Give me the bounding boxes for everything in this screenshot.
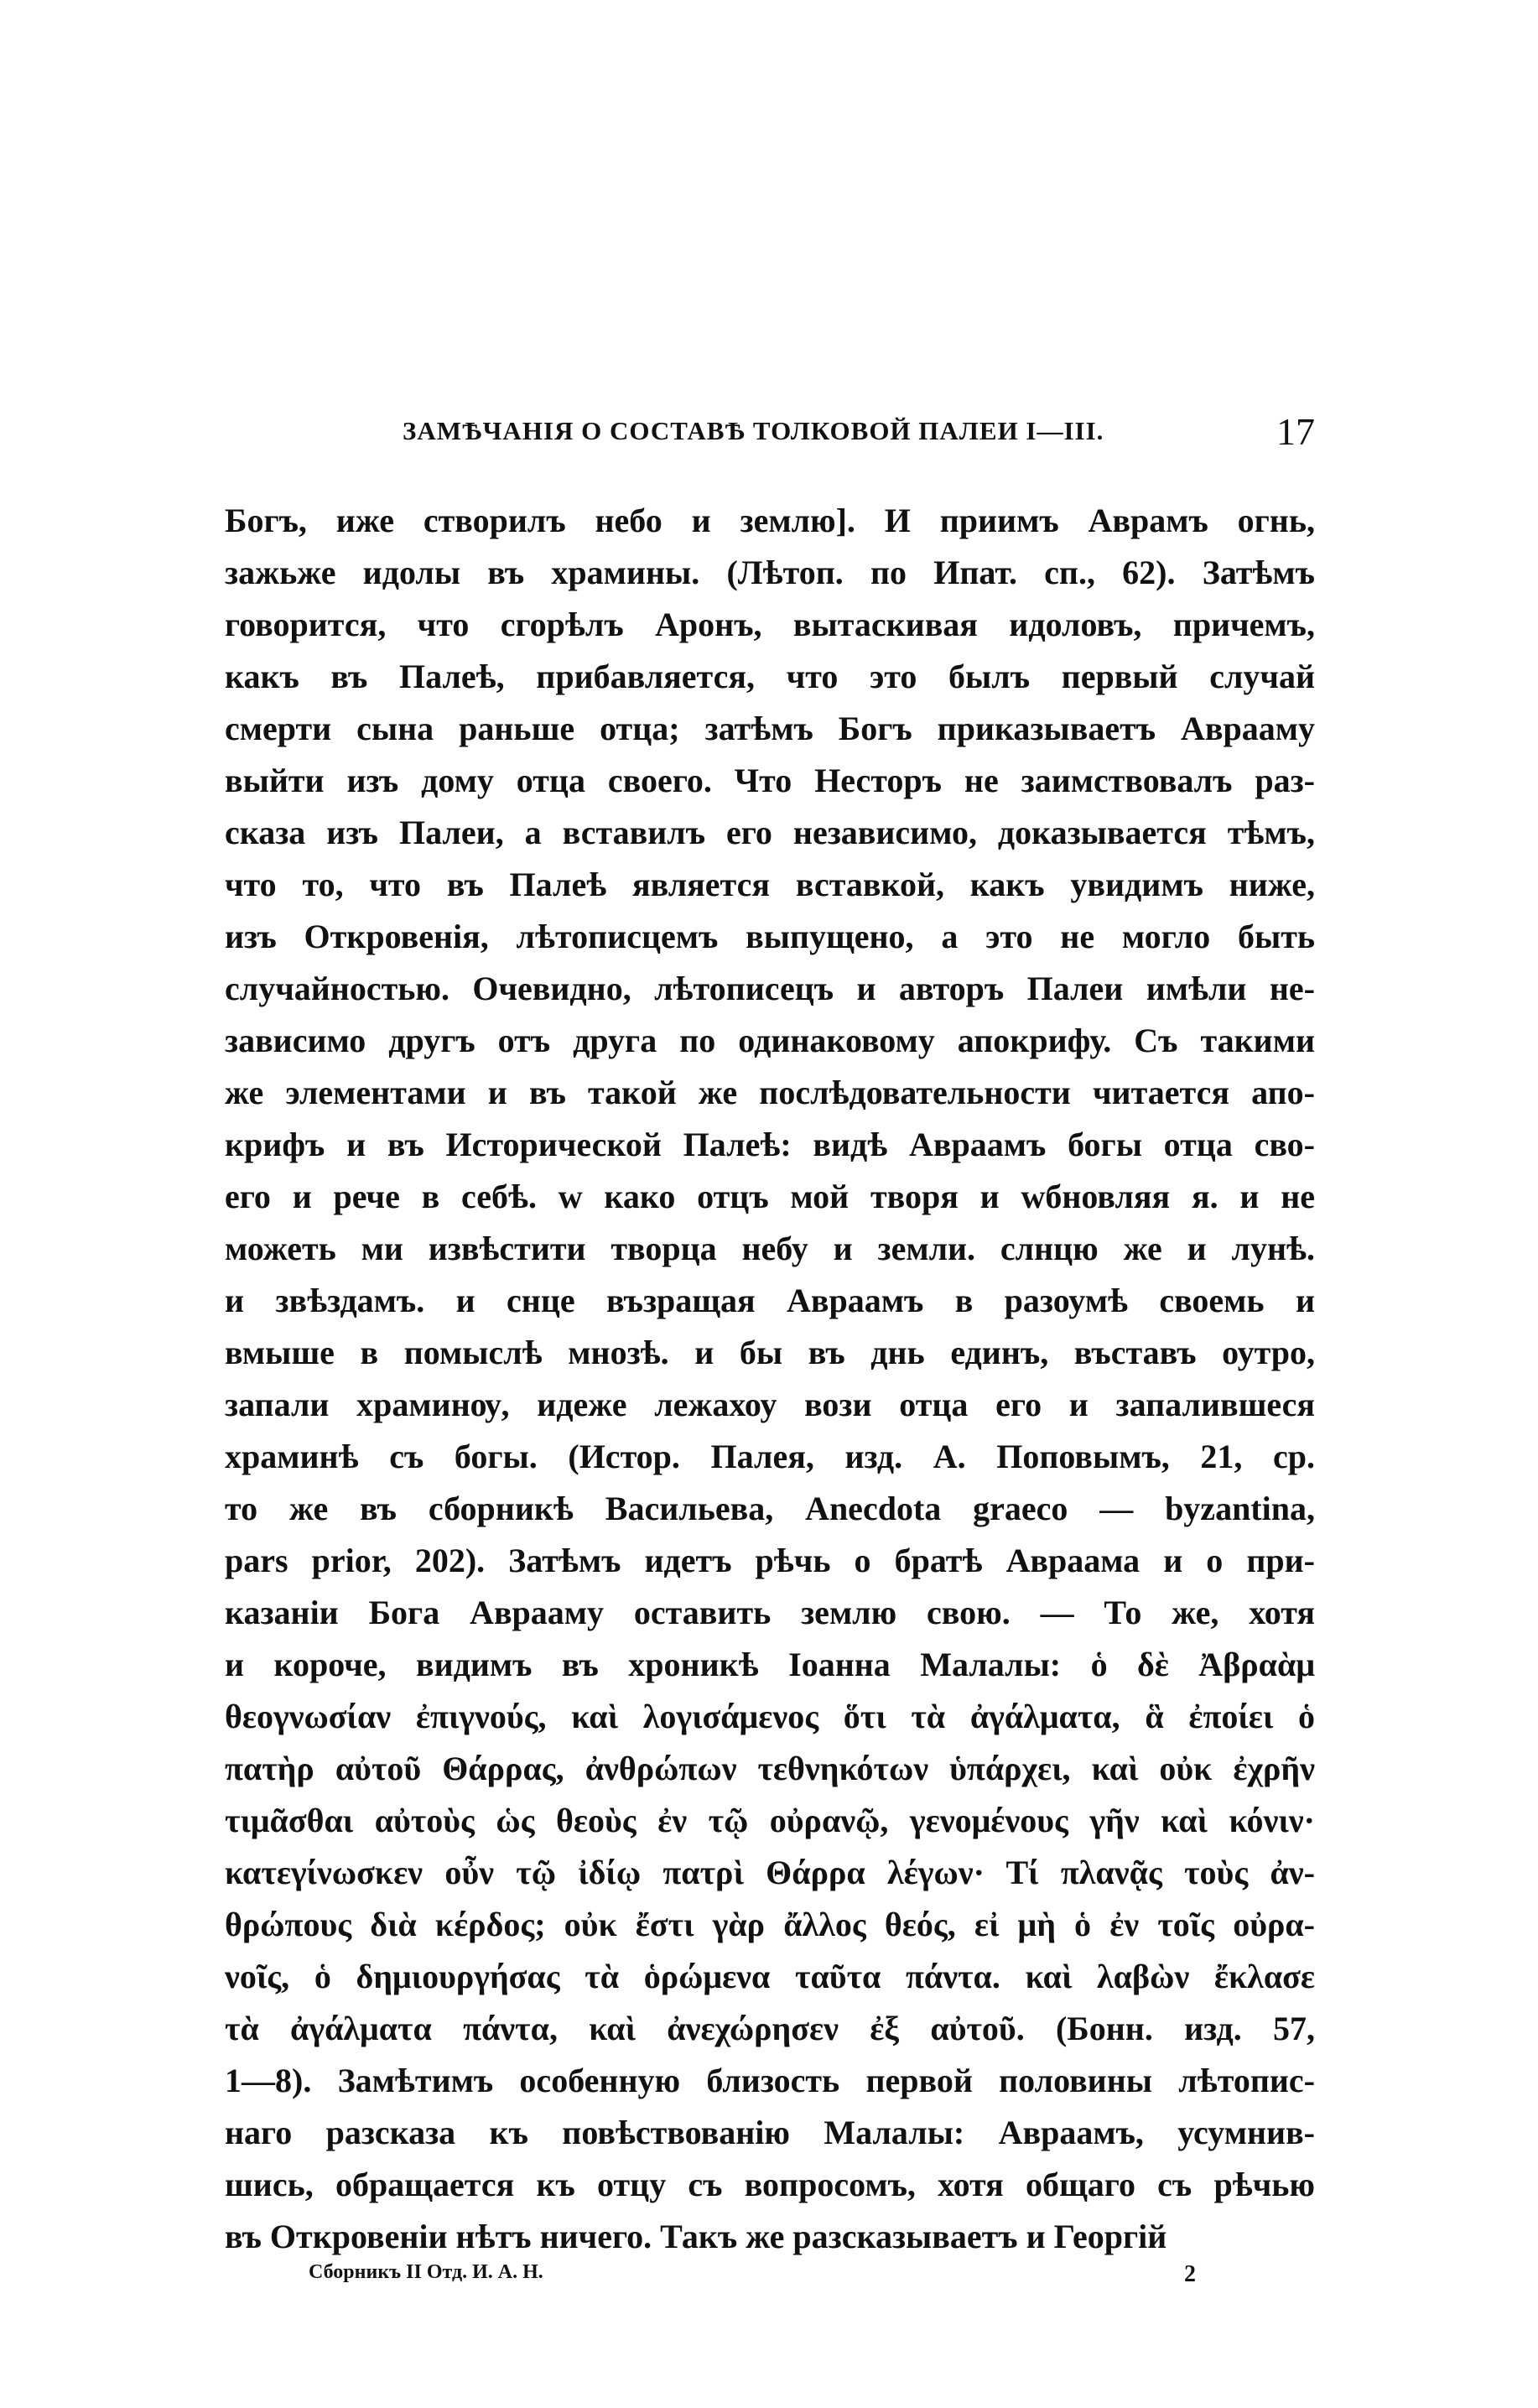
text-line: τιμᾶσθαι αὐτοὺς ὡς θεοὺς ἐν τῷ οὐρανῷ, γενομένους γῆν καὶ κόνιν· [225,1802,1315,1839]
text-line: κατεγίνωσκεν οὖν τῷ ἰδίῳ πατρὶ Θάρρα λέγων· Τί πλανᾷς τοὺς ἀν- [225,1854,1315,1891]
text-line: 1—8). Замѣтимъ особенную близость первой половины лѣтопис- [225,2062,1315,2099]
text-line: храминѣ съ богы. (Истор. Палея, изд. А. Поповымъ, 21, ср. [225,1438,1315,1475]
text-line: и звѣздамъ. и снце възращая Авраамъ в разоумѣ своемь и [225,1282,1315,1319]
text-body [225,495,1315,2263]
text-line: говорится, что сгорѣлъ Аронъ, вытаскивая идоловъ, причемъ, [225,606,1315,643]
text-line: зависимо другъ отъ друга по одинаковому апокрифу. Съ такими [225,1022,1315,1059]
text-line: можеть ми извѣстити творца небу и земли. слнцю же и лунѣ. [225,1230,1315,1267]
text-line: то же въ сборникѣ Васильева, Anecdota graeco — byzantina, [225,1490,1315,1527]
running-title: ЗАМѢЧАНІЯ О СОСТАВѢ ТОЛКОВОЙ ПАЛЕИ I—III. [403,416,1104,445]
text-line: какъ въ Палеѣ, прибавляется, что это былъ первый случай [225,658,1315,695]
text-line: pars prior, 202). Затѣмъ идетъ рѣчь о братѣ Авраама и о при- [225,1542,1315,1579]
text-line: τὰ ἀγάλματα πάντα, καὶ ἀνεχώρησεν ἐξ αὐτοῦ. (Бонн. изд. 57, [225,2010,1315,2047]
text-line: θρώπους διὰ κέρδος; οὐκ ἔστι γὰρ ἄλλος θεός, εἰ μὴ ὁ ἐν τοῖς οὐρα- [225,1906,1315,1943]
page-number: 17 [1276,410,1315,453]
running-head [225,409,1315,460]
text-line: выйти изъ дому отца своего. Что Несторъ не заимствовалъ раз- [225,762,1315,799]
text-line: шись, обращается къ отцу съ вопросомъ, хотя общаго съ рѣчью [225,2166,1315,2203]
signature-mark: Сборникъ II Отд. И. А. Н. [309,2261,543,2283]
text-line: казаніи Бога Аврааму оставить землю свою. — То же, хотя [225,1594,1315,1631]
text-line: запали храминѹ, идеже лежахоу вози отца его и запалившеся [225,1386,1315,1423]
text-line: же элементами и въ такой же послѣдовательности читается апо- [225,1074,1315,1111]
text-line: въ Откровеніи нѣтъ ничего. Такъ же разсказываетъ и Георгій [225,2218,1167,2255]
text-line: что то, что въ Палеѣ является вставкой, какъ увидимъ ниже, [225,866,1315,903]
text-line: смерти сына раньше отца; затѣмъ Богъ приказываетъ Аврааму [225,710,1315,747]
text-line: зажьже идолы въ храмины. (Лѣтоп. по Ипат. сп., 62). Затѣмъ [225,554,1315,591]
text-line: наго разсказа къ повѣствованію Малалы: Авраамъ, усумнив- [225,2114,1315,2151]
text-line: вмыше в помыслѣ мнозѣ. и бы въ днь единъ, въставъ оутро, [225,1334,1315,1371]
text-line: случайностью. Очевидно, лѣтописецъ и авторъ Палеи имѣли не- [225,970,1315,1007]
text-line: его и рече в себѣ. w како отцъ мой творя и wбновляя я. и не [225,1178,1315,1215]
text-line: изъ Откровенія, лѣтописцемъ выпущено, а это не могло быть [225,918,1315,955]
text-line: νοῖς, ὁ δημιουργήσας τὰ ὁρώμενα ταῦτα πάντα. καὶ λαβὼν ἔκλασε [225,1958,1315,1995]
text-line: крифъ и въ Исторической Палеѣ: видѣ Авраамъ богы отца сво- [225,1126,1315,1163]
text-line: θεογνωσίαν ἐπιγνούς, καὶ λογισάμενος ὅτι τὰ ἀγάλματα, ἃ ἐποίει ὁ [225,1698,1315,1735]
text-line: сказа изъ Палеи, а вставилъ его независимо, доказывается тѣмъ, [225,814,1315,851]
page-footer [225,2261,1315,2295]
text-line: Богъ, иже створилъ небо и землю]. И приимъ Аврамъ огнь, [225,502,1315,539]
text-line: и короче, видимъ въ хроникѣ Іоанна Малалы: ὁ δὲ Ἀβραὰμ [225,1646,1315,1683]
sheet-number: 2 [1184,2261,1196,2287]
text-line: πατὴρ αὐτοῦ Θάρρας, ἀνθρώπων τεθνηκότων ὑπάρχει, καὶ οὐκ ἐχρῆν [225,1750,1315,1787]
